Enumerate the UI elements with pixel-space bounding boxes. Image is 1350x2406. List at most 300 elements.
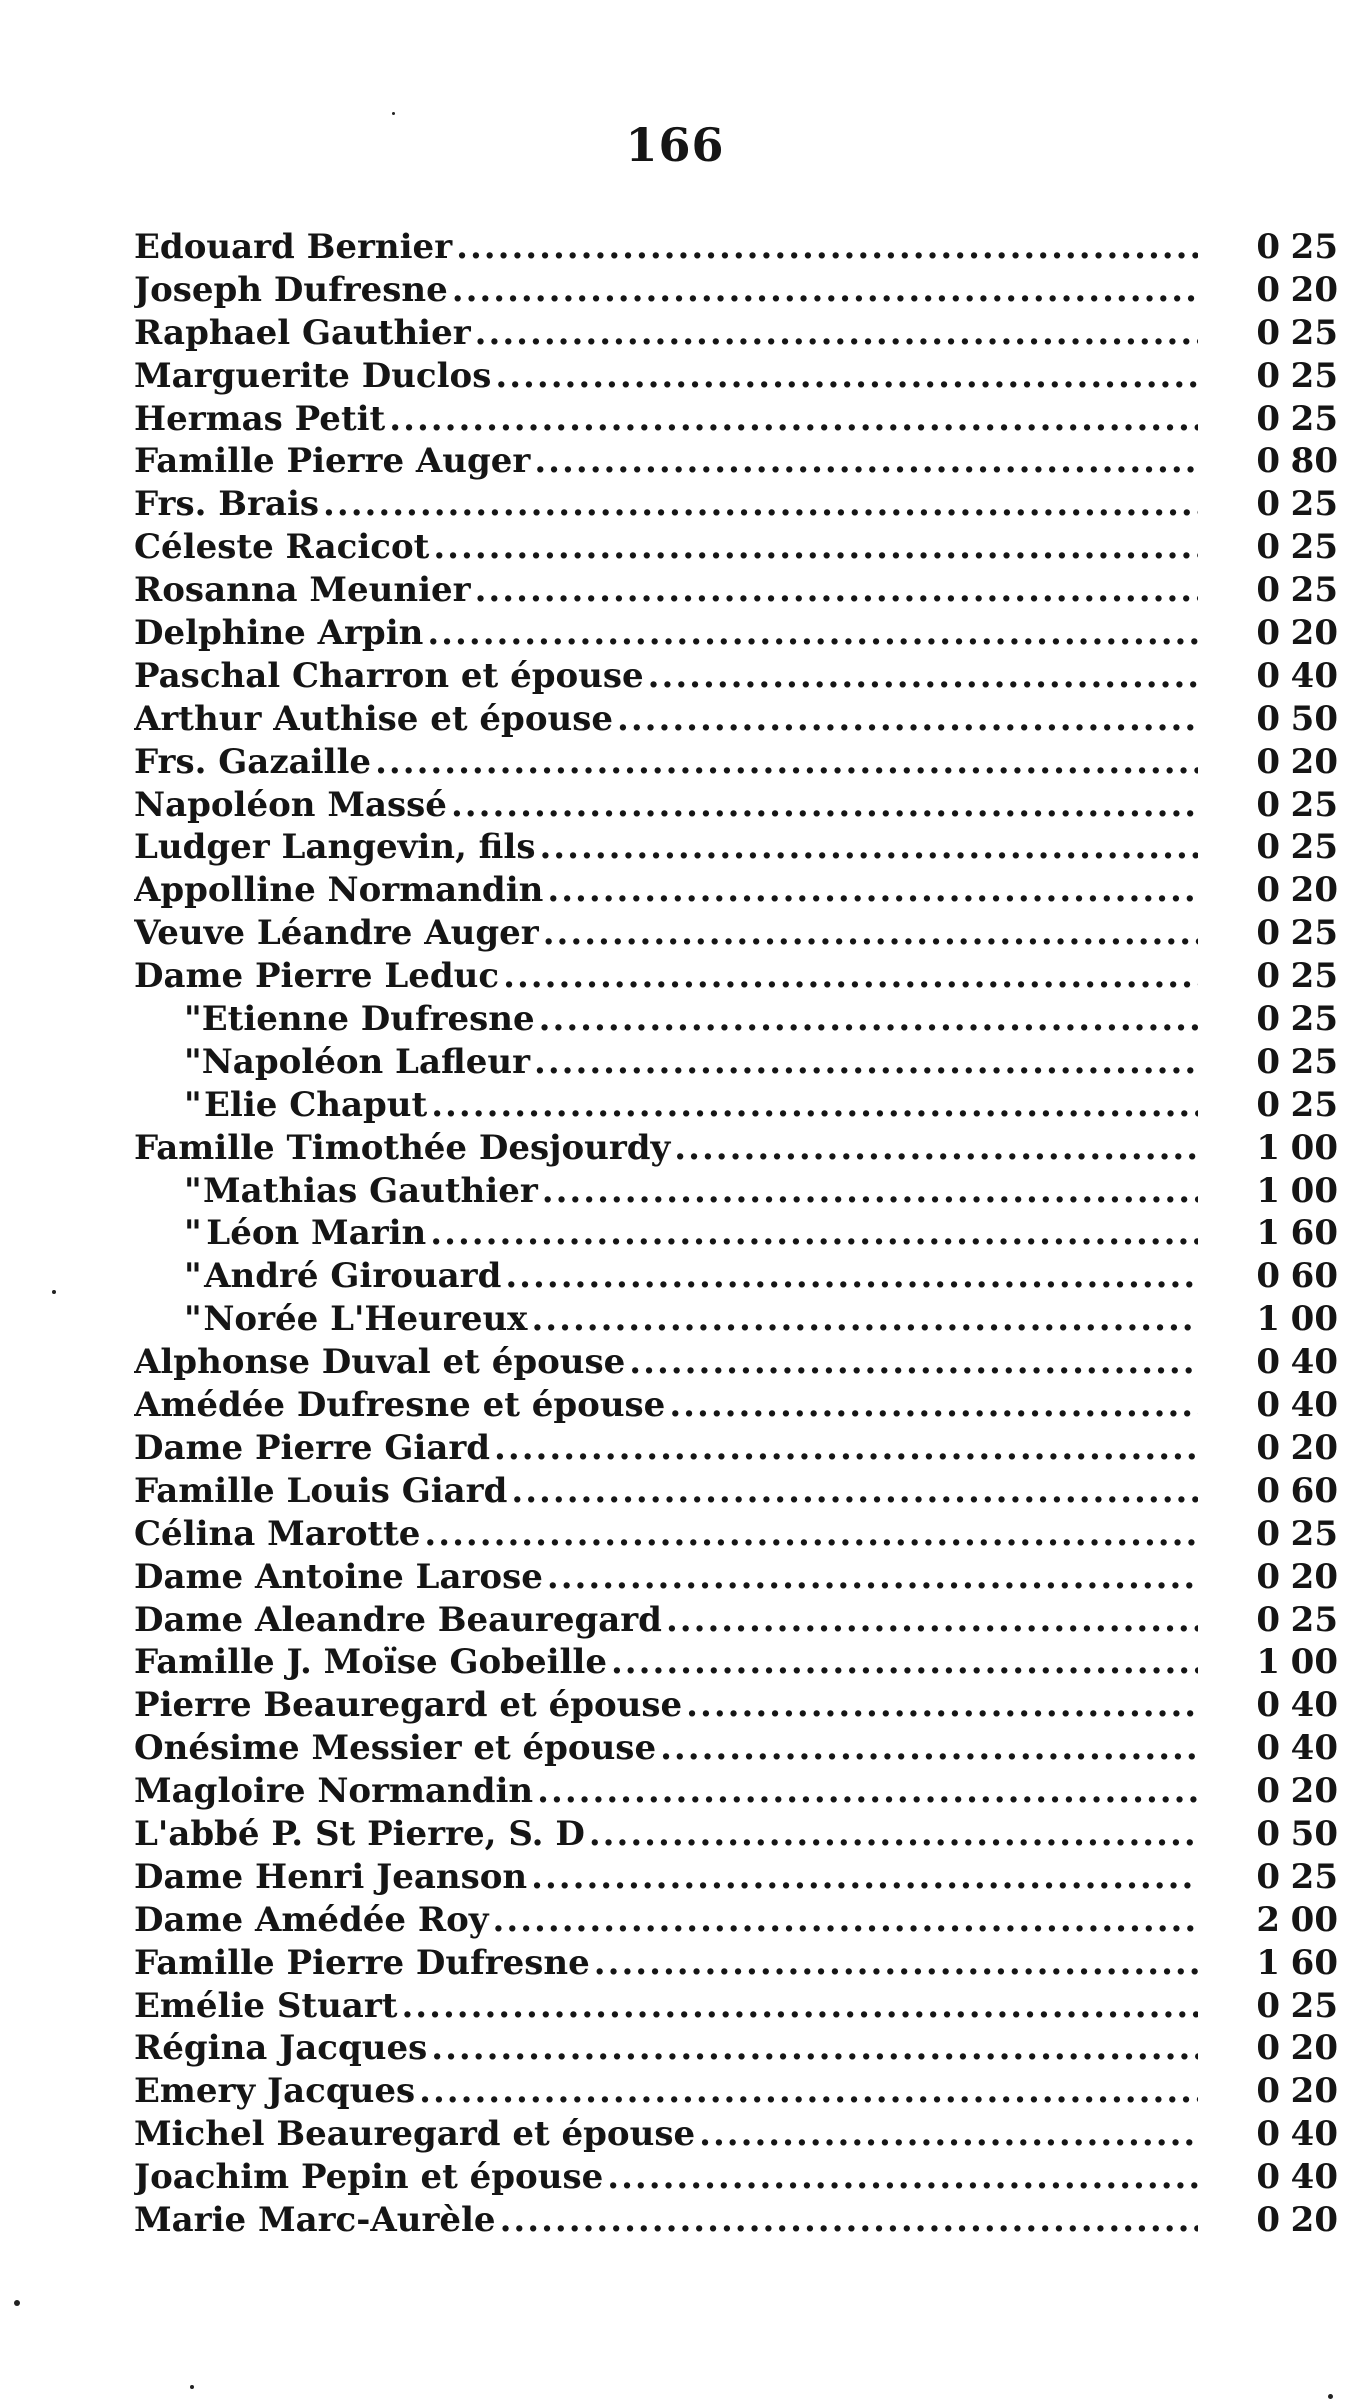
ditto-mark: " [184, 1041, 202, 1082]
amount-dollars: 1 [1256, 1213, 1280, 1254]
entry-name: Célina Marotte [134, 1513, 421, 1554]
entry-name-cell [134, 655, 1202, 698]
dot-leader [607, 2156, 1198, 2199]
list-item [134, 741, 1338, 784]
dot-leader [323, 483, 1198, 526]
entry-amount [1202, 2156, 1338, 2199]
amount-cents: 25 [1290, 956, 1338, 997]
entry-name: Céleste Racicot [134, 527, 430, 568]
list-item [134, 1170, 1338, 1213]
amount-dollars: 0 [1256, 2199, 1280, 2240]
amount-cents: 25 [1290, 312, 1338, 353]
entry-name-cell [134, 912, 1202, 955]
entry-amount [1202, 1212, 1338, 1255]
print-speck [14, 2300, 20, 2306]
entry-amount [1202, 826, 1338, 869]
entry-name: Napoléon Lafleur [201, 1041, 530, 1082]
entry-name-cell [134, 1127, 1202, 1170]
entry-name-cell [134, 312, 1202, 355]
amount-dollars: 0 [1256, 355, 1280, 396]
amount-cents: 20 [1290, 613, 1338, 654]
entry-amount [1202, 1298, 1338, 1341]
entry-name: Magloire Normandin [134, 1771, 534, 1812]
dot-leader [660, 1727, 1198, 1770]
entry-name: L'abbé P. St Pierre, S. D [134, 1813, 585, 1854]
amount-dollars: 0 [1256, 312, 1280, 353]
amount-cents: 20 [1290, 2199, 1338, 2240]
entry-name: Pierre Beauregard et épouse [134, 1685, 683, 1726]
entry-name-cell [134, 998, 1202, 1041]
dot-leader [547, 1556, 1198, 1599]
amount-cents: 25 [1290, 1041, 1338, 1082]
amount-cents: 25 [1290, 570, 1338, 611]
list-item [134, 1041, 1338, 1084]
dot-leader [431, 1084, 1198, 1127]
entry-amount [1202, 1170, 1338, 1213]
entry-amount [1202, 1556, 1338, 1599]
entry-amount [1202, 698, 1338, 741]
entry-name-cell [134, 1942, 1202, 1985]
entry-name: Famille Pierre Auger [134, 441, 531, 482]
amount-dollars: 0 [1256, 2157, 1280, 2198]
entry-name: Ludger Langevin, fils [134, 827, 536, 868]
amount-cents: 25 [1290, 227, 1338, 267]
ditto-mark: " [184, 1170, 202, 1211]
list-item [134, 1942, 1338, 1985]
entry-name: Onésime Messier et épouse [134, 1728, 657, 1769]
dot-leader [648, 655, 1198, 698]
entry-name: Hermas Petit [134, 398, 386, 439]
entry-name-cell [134, 1470, 1202, 1513]
entry-name-cell [134, 1384, 1202, 1427]
entry-name: Emélie Stuart [134, 1985, 398, 2026]
entry-amount [1202, 2070, 1338, 2113]
entry-amount [1202, 1770, 1338, 1813]
amount-cents: 40 [1290, 1342, 1338, 1383]
dot-leader [456, 226, 1198, 269]
amount-cents: 25 [1290, 1599, 1338, 1640]
entry-name: Dame Amédée Roy [134, 1899, 489, 1940]
dot-leader [375, 741, 1198, 784]
entry-name-cell [134, 2070, 1202, 2113]
entry-name: Appolline Normandin [134, 870, 544, 911]
entry-name-cell [134, 569, 1202, 612]
dot-leader [401, 1985, 1198, 2028]
amount-dollars: 0 [1256, 827, 1280, 868]
amount-dollars: 0 [1256, 1728, 1280, 1769]
dot-leader [539, 826, 1198, 869]
entry-name: Dame Pierre Giard [134, 1427, 491, 1468]
amount-cents: 50 [1290, 698, 1338, 739]
entry-name: Norée L'Heureux [203, 1299, 528, 1340]
amount-cents: 00 [1290, 1170, 1338, 1211]
amount-cents: 40 [1290, 2114, 1338, 2155]
list-item [134, 398, 1338, 441]
amount-dollars: 1 [1256, 1299, 1280, 1340]
amount-cents: 25 [1290, 1084, 1338, 1125]
dot-leader [543, 912, 1198, 955]
entry-name: Frs. Gazaille [134, 741, 372, 782]
entry-name-cell [134, 1041, 1202, 1084]
amount-dollars: 0 [1256, 741, 1280, 782]
amount-dollars: 0 [1256, 1556, 1280, 1597]
entry-name: Paschal Charron et épouse [134, 655, 644, 696]
list-item [134, 1556, 1338, 1599]
entry-name-cell [134, 1556, 1202, 1599]
dot-leader [493, 1899, 1198, 1942]
entry-name: Léon Marin [206, 1213, 427, 1254]
dot-leader [451, 784, 1198, 827]
list-item [134, 1084, 1338, 1127]
list-item [134, 1513, 1338, 1556]
ditto-mark: " [184, 1084, 202, 1125]
amount-dollars: 0 [1256, 1985, 1280, 2026]
dot-leader [495, 355, 1198, 398]
dot-leader [542, 1170, 1198, 1213]
entry-name: Delphine Arpin [134, 613, 424, 654]
dot-leader [686, 1684, 1198, 1727]
amount-cents: 60 [1290, 1213, 1338, 1254]
amount-cents: 60 [1290, 1942, 1338, 1983]
print-speck [52, 1290, 56, 1294]
print-speck [392, 112, 395, 115]
dot-leader [431, 2027, 1198, 2070]
amount-cents: 00 [1290, 1642, 1338, 1683]
entry-name-cell [134, 612, 1202, 655]
amount-dollars: 1 [1256, 1642, 1280, 1683]
amount-cents: 25 [1290, 484, 1338, 525]
ditto-mark: " [184, 1213, 202, 1254]
entry-name: Arthur Authise et épouse [134, 698, 613, 739]
entry-amount [1202, 2113, 1338, 2156]
amount-dollars: 0 [1256, 227, 1280, 267]
list-item [134, 655, 1338, 698]
dot-leader [629, 1341, 1198, 1384]
entry-name-cell [134, 398, 1202, 441]
amount-dollars: 0 [1256, 527, 1280, 568]
entry-name: Etienne Dufresne [201, 999, 535, 1040]
entry-name-cell [134, 2199, 1202, 2242]
amount-dollars: 1 [1256, 1942, 1280, 1983]
entry-amount [1202, 1084, 1338, 1127]
dot-leader [419, 2070, 1198, 2113]
amount-cents: 20 [1290, 870, 1338, 911]
amount-dollars: 0 [1256, 1342, 1280, 1383]
dot-leader [611, 1641, 1198, 1684]
list-item [134, 2156, 1338, 2199]
list-item [134, 1599, 1338, 1642]
amount-dollars: 0 [1256, 1856, 1280, 1897]
entry-amount [1202, 226, 1338, 269]
list-item [134, 2070, 1338, 2113]
dot-leader [589, 1813, 1198, 1856]
list-item [134, 2113, 1338, 2156]
list-item [134, 1127, 1338, 1170]
amount-cents: 80 [1290, 441, 1338, 482]
entry-name-cell [134, 1341, 1202, 1384]
dot-leader [505, 1255, 1198, 1298]
dot-leader [537, 1770, 1198, 1813]
entry-name-cell [134, 1255, 1202, 1298]
amount-dollars: 0 [1256, 2114, 1280, 2155]
entry-name-cell [134, 784, 1202, 827]
dot-leader [531, 1856, 1198, 1899]
dot-leader [475, 312, 1198, 355]
entry-amount [1202, 1856, 1338, 1899]
amount-cents: 40 [1290, 1728, 1338, 1769]
amount-dollars: 0 [1256, 1256, 1280, 1297]
amount-cents: 25 [1290, 1856, 1338, 1897]
list-item [134, 1384, 1338, 1427]
entry-name: Rosanna Meunier [134, 570, 471, 611]
dot-leader [389, 398, 1198, 441]
entry-name-cell [134, 1899, 1202, 1942]
entry-name: Napoléon Massé [134, 784, 447, 825]
dot-leader [534, 1041, 1198, 1084]
entry-name-cell [134, 355, 1202, 398]
amount-dollars: 0 [1256, 1813, 1280, 1854]
list-item [134, 355, 1338, 398]
amount-dollars: 0 [1256, 1385, 1280, 1426]
entry-name: Famille J. Moïse Gobeille [134, 1642, 607, 1683]
entry-name-cell [134, 526, 1202, 569]
entry-name-cell [134, 1727, 1202, 1770]
entry-name-cell [134, 269, 1202, 312]
entry-name: Joseph Dufresne [134, 269, 448, 310]
entry-name-cell [134, 826, 1202, 869]
entry-name: Edouard Bernier [134, 227, 453, 267]
list-item [134, 312, 1338, 355]
amount-cents: 25 [1290, 784, 1338, 825]
entry-name-cell [134, 1599, 1202, 1642]
amount-cents: 25 [1290, 999, 1338, 1040]
amount-cents: 60 [1290, 1256, 1338, 1297]
entry-name-cell [134, 1212, 1202, 1255]
amount-dollars: 0 [1256, 441, 1280, 482]
entry-amount [1202, 741, 1338, 784]
entry-amount [1202, 1513, 1338, 1556]
list-item [134, 1684, 1338, 1727]
entry-name: Famille Timothée Desjourdy [134, 1127, 671, 1168]
amount-cents: 50 [1290, 1813, 1338, 1854]
ditto-mark: " [184, 999, 202, 1040]
amount-cents: 40 [1290, 1385, 1338, 1426]
entry-name-cell [134, 869, 1202, 912]
entry-name: Marie Marc-Aurèle [134, 2199, 496, 2240]
amount-cents: 20 [1290, 1556, 1338, 1597]
entry-name-cell [134, 1684, 1202, 1727]
list-item [134, 2199, 1338, 2242]
amount-cents: 20 [1290, 2071, 1338, 2112]
entry-amount [1202, 784, 1338, 827]
print-speck [190, 2385, 194, 2389]
list-item [134, 1341, 1338, 1384]
amount-cents: 20 [1290, 2028, 1338, 2069]
dot-leader [494, 1427, 1198, 1470]
list-item [134, 1641, 1338, 1684]
entry-name: Frs. Brais [134, 484, 320, 525]
entry-amount [1202, 526, 1338, 569]
entry-amount [1202, 312, 1338, 355]
entry-name: Famille Pierre Dufresne [134, 1942, 590, 1983]
amount-cents: 40 [1290, 2157, 1338, 2198]
entry-name: Marguerite Duclos [134, 355, 492, 396]
amount-dollars: 0 [1256, 655, 1280, 696]
list-item [134, 226, 1338, 269]
dot-leader [594, 1942, 1198, 1985]
entry-name: Dame Antoine Larose [134, 1556, 543, 1597]
entry-name: Famille Louis Giard [134, 1470, 508, 1511]
entry-name: Dame Aleandre Beauregard [134, 1599, 662, 1640]
amount-cents: 25 [1290, 1513, 1338, 1554]
entry-name: Régina Jacques [134, 2028, 428, 2069]
amount-dollars: 0 [1256, 784, 1280, 825]
entry-name: André Girouard [204, 1256, 502, 1297]
entry-name-cell [134, 698, 1202, 741]
entry-name-cell [134, 1298, 1202, 1341]
entry-amount [1202, 569, 1338, 612]
entry-name: Raphael Gauthier [134, 312, 471, 353]
list-item [134, 569, 1338, 612]
entry-amount [1202, 1384, 1338, 1427]
amount-dollars: 0 [1256, 613, 1280, 654]
entry-amount [1202, 998, 1338, 1041]
amount-dollars: 0 [1256, 2071, 1280, 2112]
list-item [134, 784, 1338, 827]
list-item [134, 1727, 1338, 1770]
amount-dollars: 0 [1256, 913, 1280, 954]
amount-cents: 00 [1290, 1899, 1338, 1940]
dot-leader [511, 1470, 1198, 1513]
entry-name-cell [134, 1641, 1202, 1684]
entry-name-cell [134, 483, 1202, 526]
entry-amount [1202, 269, 1338, 312]
entry-name-cell [134, 1513, 1202, 1556]
entry-amount [1202, 612, 1338, 655]
list-item [134, 526, 1338, 569]
subscription-list [134, 226, 1338, 2242]
dot-leader [617, 698, 1198, 741]
amount-dollars: 0 [1256, 2028, 1280, 2069]
entry-name-cell [134, 440, 1202, 483]
entry-name-cell [134, 955, 1202, 998]
entry-amount [1202, 1641, 1338, 1684]
entry-name-cell [134, 1985, 1202, 2028]
dot-leader [547, 869, 1198, 912]
entry-amount [1202, 655, 1338, 698]
dot-leader [699, 2113, 1198, 2156]
entry-name-cell [134, 1084, 1202, 1127]
dot-leader [674, 1127, 1198, 1170]
list-item [134, 955, 1338, 998]
list-item [134, 1427, 1338, 1470]
entry-amount [1202, 869, 1338, 912]
amount-dollars: 0 [1256, 999, 1280, 1040]
list-item [134, 1298, 1338, 1341]
entry-amount [1202, 955, 1338, 998]
entry-amount [1202, 483, 1338, 526]
amount-dollars: 0 [1256, 1084, 1280, 1125]
amount-dollars: 0 [1256, 1685, 1280, 1726]
entry-amount [1202, 1985, 1338, 2028]
entry-amount [1202, 398, 1338, 441]
entry-amount [1202, 1427, 1338, 1470]
amount-cents: 25 [1290, 1985, 1338, 2026]
amount-cents: 60 [1290, 1470, 1338, 1511]
amount-dollars: 0 [1256, 956, 1280, 997]
list-item [134, 1770, 1338, 1813]
entry-name-cell [134, 2156, 1202, 2199]
entry-name: Joachim Pepin et épouse [134, 2157, 604, 2198]
amount-cents: 25 [1290, 398, 1338, 439]
amount-dollars: 0 [1256, 570, 1280, 611]
amount-cents: 00 [1290, 1127, 1338, 1168]
list-item [134, 612, 1338, 655]
amount-cents: 20 [1290, 1427, 1338, 1468]
amount-dollars: 0 [1256, 398, 1280, 439]
dot-leader [503, 955, 1198, 998]
entry-amount [1202, 1899, 1338, 1942]
entry-amount [1202, 1127, 1338, 1170]
amount-cents: 40 [1290, 655, 1338, 696]
dot-leader [531, 1298, 1198, 1341]
list-item [134, 1899, 1338, 1942]
entry-amount [1202, 2199, 1338, 2242]
amount-cents: 25 [1290, 527, 1338, 568]
amount-dollars: 2 [1256, 1899, 1280, 1940]
amount-dollars: 0 [1256, 870, 1280, 911]
amount-dollars: 1 [1256, 1127, 1280, 1168]
entry-name-cell [134, 1770, 1202, 1813]
amount-dollars: 0 [1256, 1470, 1280, 1511]
entry-name-cell [134, 1427, 1202, 1470]
list-item [134, 2027, 1338, 2070]
entry-amount [1202, 912, 1338, 955]
list-item [134, 483, 1338, 526]
dot-leader [539, 998, 1198, 1041]
amount-cents: 20 [1290, 269, 1338, 310]
entry-name: Emery Jacques [134, 2071, 416, 2112]
entry-name: Dame Pierre Leduc [134, 956, 500, 997]
dot-leader [666, 1599, 1198, 1642]
entry-amount [1202, 440, 1338, 483]
entry-amount [1202, 2027, 1338, 2070]
entry-amount [1202, 1684, 1338, 1727]
entry-amount [1202, 1470, 1338, 1513]
page-number: 166 [625, 118, 725, 172]
amount-cents: 25 [1290, 913, 1338, 954]
list-item [134, 698, 1338, 741]
amount-dollars: 0 [1256, 1771, 1280, 1812]
entry-name: Amédée Dufresne et épouse [134, 1385, 666, 1426]
list-item [134, 269, 1338, 312]
amount-dollars: 0 [1256, 269, 1280, 310]
list-item [134, 1255, 1338, 1298]
entry-amount [1202, 355, 1338, 398]
dot-leader [534, 440, 1198, 483]
ditto-mark: " [184, 1256, 202, 1297]
dot-leader [424, 1513, 1198, 1556]
list-item [134, 869, 1338, 912]
entry-amount [1202, 1727, 1338, 1770]
entry-name-cell [134, 226, 1202, 269]
list-item [134, 826, 1338, 869]
entry-amount [1202, 1813, 1338, 1856]
amount-dollars: 0 [1256, 1041, 1280, 1082]
entry-name: Michel Beauregard et épouse [134, 2114, 696, 2155]
list-item [134, 1856, 1338, 1899]
amount-dollars: 0 [1256, 698, 1280, 739]
